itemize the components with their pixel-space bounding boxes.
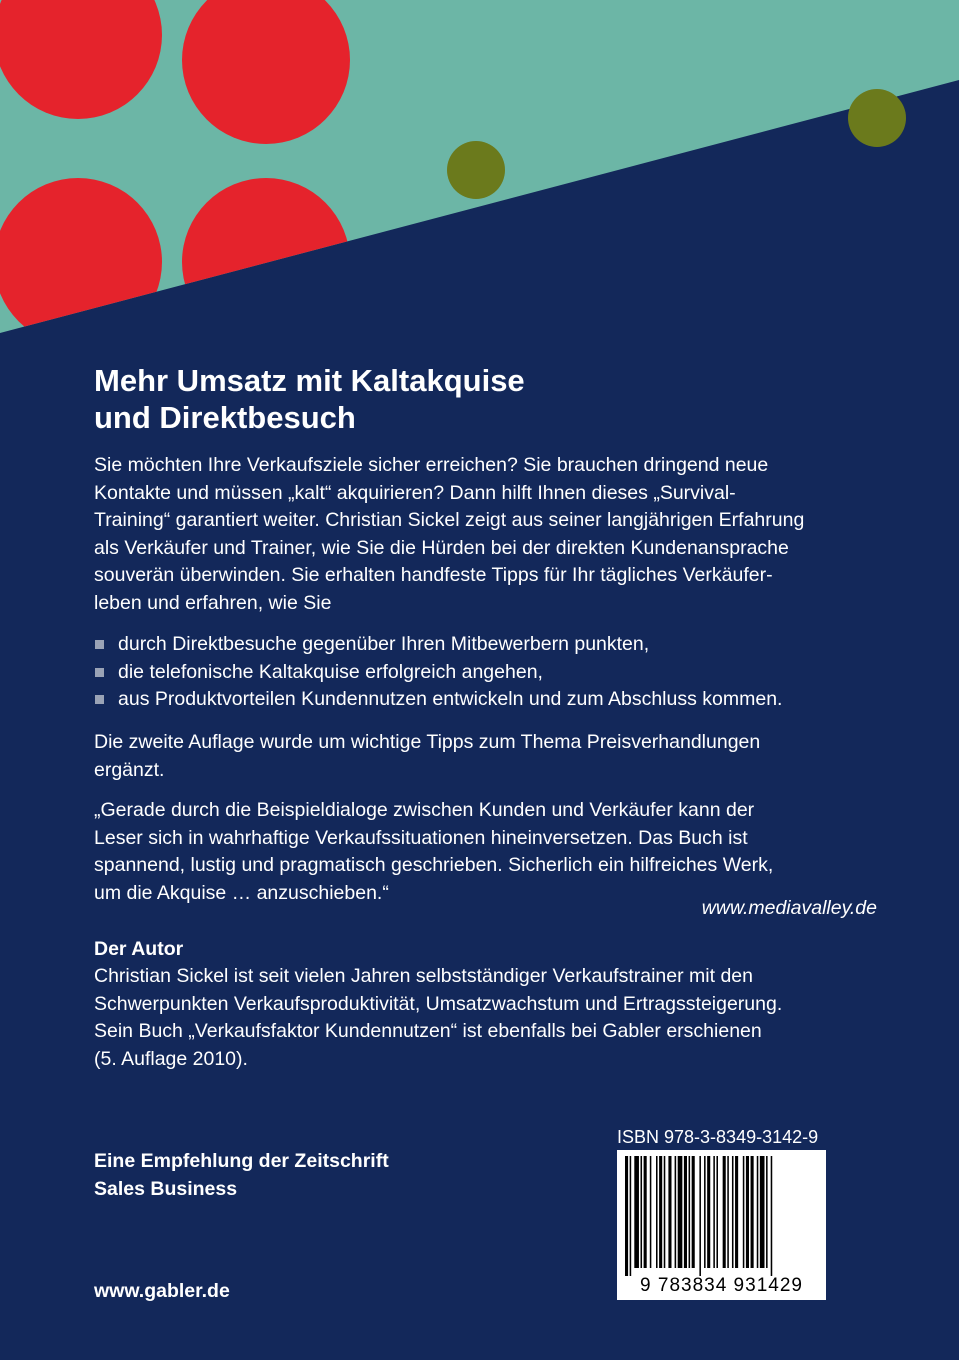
intro-line: Training“ garantiert weiter. Christian Sickel zeigt aus seiner langjährigen Erfahrung bbox=[94, 509, 805, 531]
quote-line: um die Akquise … anzuschieben.“ bbox=[94, 881, 389, 904]
recommendation bbox=[94, 1148, 514, 1203]
barcode-bar bbox=[732, 1156, 734, 1268]
barcode-bar bbox=[716, 1156, 718, 1268]
barcode-bar bbox=[751, 1156, 754, 1268]
quote-source: www.mediavalley.de bbox=[701, 897, 877, 919]
barcode-bar bbox=[713, 1156, 715, 1268]
barcode-bar bbox=[675, 1156, 677, 1268]
barcode-bar bbox=[723, 1156, 726, 1268]
author-bio bbox=[94, 963, 894, 1073]
quote-line: spannend, lustig und pragmatisch geschrieben. Sicherlich ein hilfreiches Werk, bbox=[94, 854, 774, 876]
barcode-bar bbox=[743, 1156, 745, 1268]
barcode-bar bbox=[746, 1156, 749, 1268]
barcode bbox=[617, 1150, 826, 1300]
intro-line: als Verkäufer und Trainer, wie Sie die Hürden bei der direkten Kundenansprache bbox=[94, 536, 789, 559]
intro-line: Sie möchten Ihre Verkaufsziele sicher erreichen? Sie brauchen dringend neue bbox=[94, 454, 769, 476]
edition-line: Die zweite Auflage wurde um wichtige Tipps zum Thema Preisverhandlungen bbox=[94, 731, 761, 753]
barcode-bar bbox=[771, 1156, 773, 1276]
barcode-bar bbox=[644, 1156, 647, 1268]
barcode-bar bbox=[656, 1156, 658, 1268]
bullet-text: durch Direktbesuche gegenüber Ihren Mitbewerbern punkten, bbox=[118, 633, 650, 655]
author-line: (5. Auflage 2010). bbox=[94, 1047, 248, 1070]
edition-note bbox=[94, 729, 894, 784]
publisher-url: www.gabler.de bbox=[94, 1280, 230, 1302]
recommendation-line: Sales Business bbox=[94, 1177, 238, 1200]
intro-line: souverän überwinden. Sie erhalten handfeste Tipps für Ihr tägliches Verkäufer- bbox=[94, 564, 773, 586]
square-bullet-icon bbox=[95, 695, 104, 704]
bullet-text: aus Produktvorteilen Kundennutzen entwickeln und zum Abschluss kommen. bbox=[118, 688, 783, 710]
square-bullet-icon bbox=[95, 640, 104, 649]
book-title-line: Mehr Umsatz mit Kaltakquise bbox=[94, 363, 525, 398]
bullet-item bbox=[94, 659, 914, 687]
author-line: Christian Sickel ist seit vielen Jahren selbstständiger Verkaufstrainer mit den bbox=[94, 965, 753, 987]
barcode-bar bbox=[707, 1156, 710, 1268]
barcode-bar bbox=[668, 1156, 671, 1268]
book-title bbox=[94, 362, 854, 436]
barcode-bar bbox=[650, 1156, 652, 1268]
author-line: Schwerpunkten Verkaufsproduktivität, Umsatzwachstum und Ertragssteigerung. bbox=[94, 992, 783, 1015]
olive-dot-right bbox=[848, 89, 906, 147]
barcode-bar bbox=[766, 1156, 768, 1268]
intro-line: Kontakte und müssen „kalt“ akquirieren? Dann hilft Ihnen dieses „Survival- bbox=[94, 481, 736, 504]
bullet-item bbox=[94, 631, 914, 659]
barcode-bar bbox=[625, 1156, 628, 1276]
bullet-text: die telefonische Kaltakquise erfolgreich angehen, bbox=[118, 660, 543, 683]
square-bullet-icon bbox=[95, 668, 104, 677]
barcode-bar bbox=[704, 1156, 706, 1268]
bullet-item bbox=[94, 686, 914, 714]
quote-line: „Gerade durch die Beispieldialoge zwischen Kunden und Verkäufer kann der bbox=[94, 799, 755, 821]
author-line: Sein Buch „Verkaufsfaktor Kundennutzen“ ist ebenfalls bei Gabler erschienen bbox=[94, 1020, 762, 1042]
barcode-digits: 9 783834 931429 bbox=[640, 1275, 803, 1296]
edition-line: ergänzt. bbox=[94, 758, 165, 781]
barcode-bar bbox=[757, 1156, 759, 1268]
barcode-bar bbox=[689, 1156, 691, 1268]
intro-line: leben und erfahren, wie Sie bbox=[94, 591, 332, 614]
barcode-bar bbox=[664, 1156, 666, 1268]
barcode-bar bbox=[692, 1156, 695, 1268]
intro-paragraph bbox=[94, 452, 894, 617]
barcode-bar bbox=[684, 1156, 687, 1268]
decorative-header bbox=[0, 0, 959, 360]
recommendation-line: Eine Empfehlung der Zeitschrift bbox=[94, 1150, 389, 1172]
review-quote bbox=[94, 797, 894, 907]
barcode-bar bbox=[641, 1156, 643, 1268]
barcode-bar bbox=[678, 1156, 683, 1268]
barcode-bar bbox=[699, 1156, 701, 1276]
barcode-bar bbox=[760, 1156, 765, 1268]
bullet-list bbox=[94, 631, 914, 714]
barcode-bar bbox=[659, 1156, 662, 1268]
barcode-bar bbox=[634, 1156, 639, 1268]
barcode-bars bbox=[625, 1156, 818, 1276]
barcode-bar bbox=[735, 1156, 738, 1268]
olive-dot-center bbox=[447, 141, 505, 199]
author-heading: Der Autor bbox=[94, 938, 184, 960]
isbn-label: ISBN 978-3-8349-3142-9 bbox=[617, 1127, 819, 1147]
quote-line: Leser sich in wahrhaftige Verkaufssituationen hineinversetzen. Das Buch ist bbox=[94, 826, 748, 849]
barcode-bar bbox=[630, 1156, 632, 1276]
book-title-line: und Direktbesuch bbox=[94, 400, 356, 435]
barcode-bar bbox=[727, 1156, 729, 1268]
